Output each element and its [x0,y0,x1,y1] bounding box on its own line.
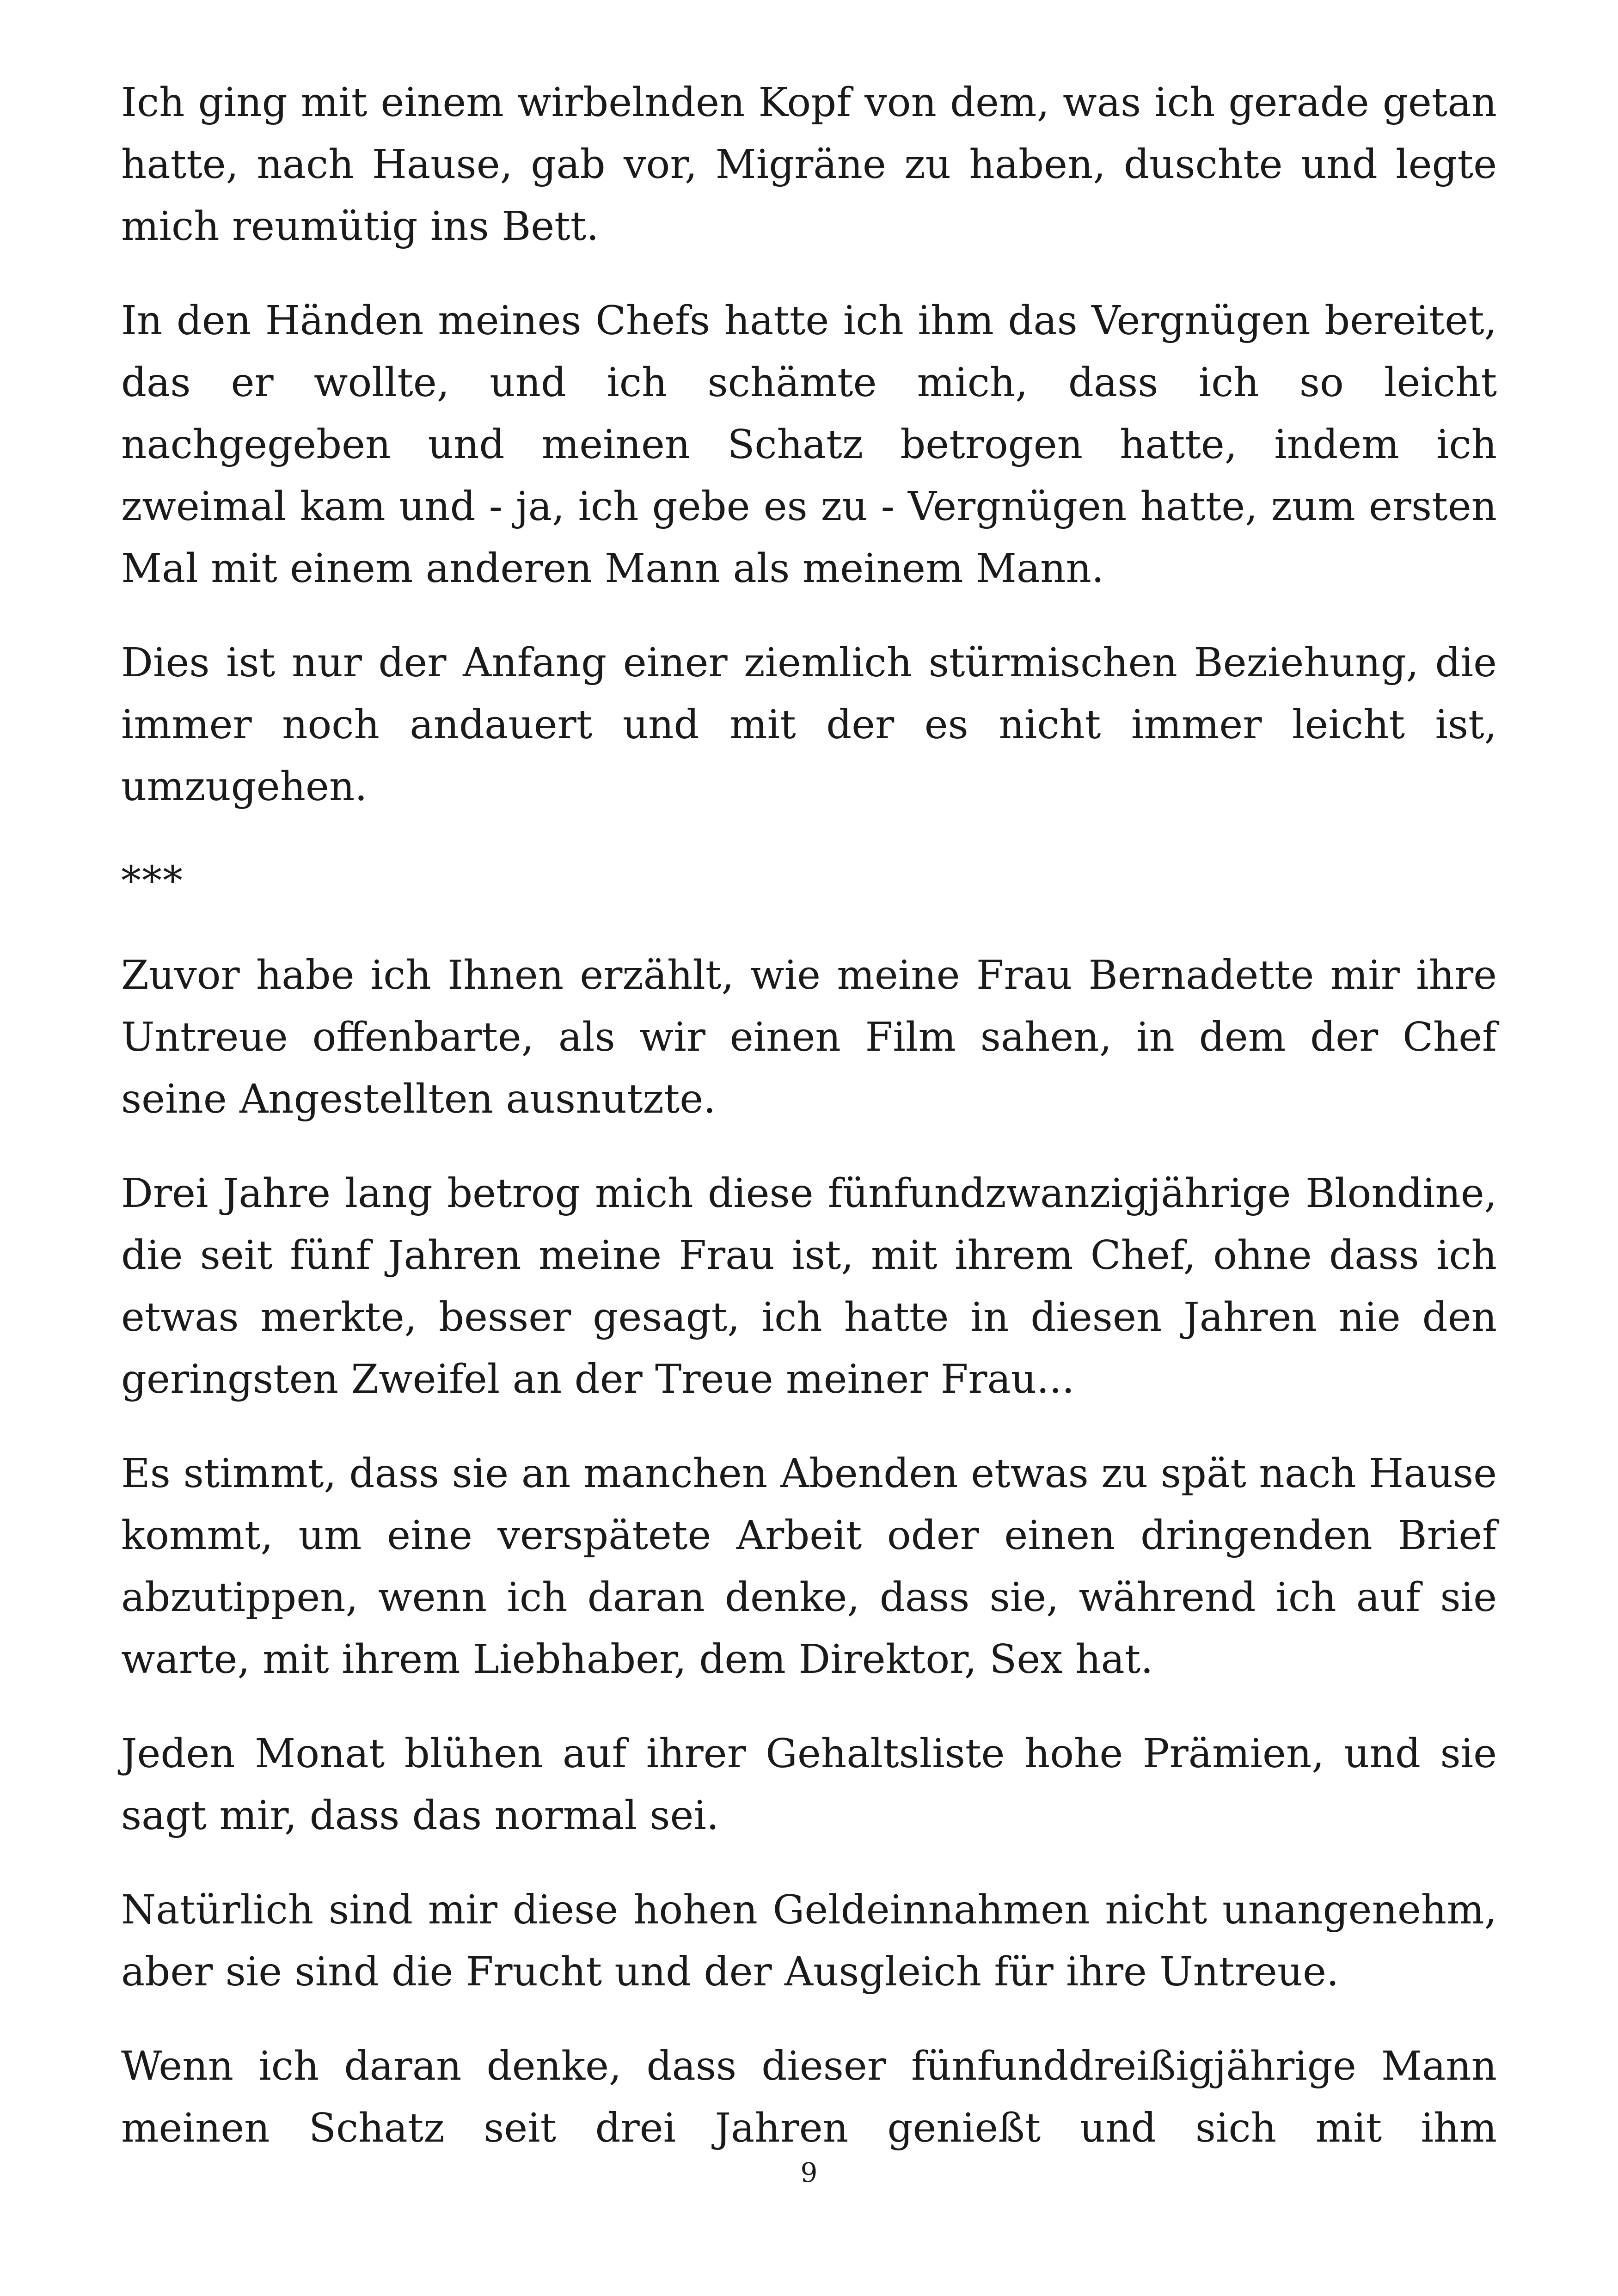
paragraph: Natürlich sind mir diese hohen Geldeinnahmen nicht unangenehm, aber sie sind die Frucht und der Ausgleich für ihre Untreue. [121,1887,1497,1995]
paragraph: Jeden Monat blühen auf ihrer Gehaltsliste hohe Prämien, und sie sagt mir, dass das normal sei. [121,1731,1497,1839]
section-separator: *** [121,858,184,904]
paragraph: Es stimmt, dass sie an manchen Abenden etwas zu spät nach Hause kommt, um eine verspätete Arbeit oder einen dringenden Brief abzutippen, wenn ich daran denke, dass sie, während ich auf sie warte, mit ihrem Liebhaber, dem Direktor, Sex hat. [121,1451,1497,1683]
paragraph: Drei Jahre lang betrog mich diese fünfundzwanzigjährige Blondine, die seit fünf Jahren meine Frau ist, mit ihrem Chef, ohne dass ich etwas merkte, besser gesagt, ich hatte in diesen Jahren nie den geringsten Zweifel an der Treue meiner Frau... [121,1170,1497,1402]
paragraph: Wenn ich daran denke, dass dieser fünfunddreißigjährige Mann meinen Schatz seit drei Jahren genießt und sich mit ihm [121,2043,1497,2151]
paragraph: Ich ging mit einem wirbelnden Kopf von dem, was ich gerade getan hatte, nach Hause, gab vor, Migräne zu haben, duschte und legte mich reumütig ins Bett. [121,80,1497,250]
paragraph: In den Händen meines Chefs hatte ich ihm das Vergnügen bereitet, das er wollte, und ich schämte mich, dass ich so leicht nachgegeben und meinen Schatz betrogen hatte, indem ich zweimal kam und - ja, ich gebe es zu - Vergnügen hatte, zum ersten Mal mit einem anderen Mann als meinem Mann. [121,298,1497,592]
paragraph: Zuvor habe ich Ihnen erzählt, wie meine Frau Bernadette mir ihre Untreue offenbarte, als wir einen Film sahen, in dem der Chef seine Angestellten ausnutzte. [121,952,1497,1122]
paragraph: Dies ist nur der Anfang einer ziemlich stürmischen Beziehung, die immer noch andauert und mit der es nicht immer leicht ist, umzugehen. [121,640,1497,810]
body-text [121,72,1497,2159]
page-number: 9 [800,2157,818,2188]
